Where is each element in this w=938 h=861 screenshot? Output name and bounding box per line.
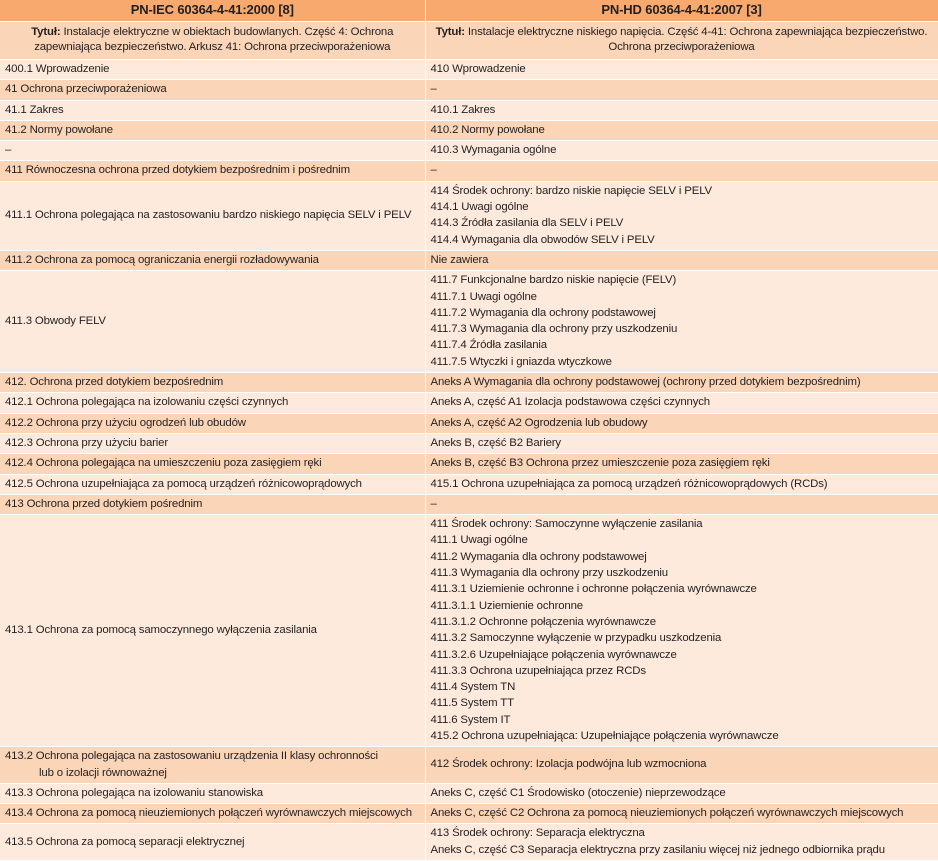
cell-right [425, 393, 938, 413]
table-row [0, 515, 938, 747]
cell-right [425, 100, 938, 120]
cell-line: 41.2 Normy powołane [5, 123, 113, 136]
cell-right [425, 413, 938, 433]
table-row [0, 393, 938, 413]
cell-line: 412.3 Ochrona przy użyciu barier [5, 436, 168, 449]
cell-line: 414 Środek ochrony: bardzo niskie napięcie SELV i PELV [430, 184, 712, 197]
cell-line: 415.2 Ochrona uzupełniająca: Uzupełniające połączenia wyrównawcze [430, 729, 779, 742]
table-row [0, 161, 938, 181]
cell-line: Nie zawiera [430, 253, 489, 266]
cell-line: Aneks C, część C2 Ochrona za pomocą nieuziemionych połączeń wyrównawczych miejscowych [430, 807, 904, 820]
cell-right [425, 271, 938, 373]
cell-line: 413.5 Ochrona za pomocą separacji elektrycznej [5, 835, 245, 848]
table-row [0, 474, 938, 494]
cell-line: 410.1 Zakres [430, 103, 496, 116]
cell-right [425, 80, 938, 100]
cell-left [0, 515, 425, 747]
cell-line: Aneks B, część B2 Bariery [430, 436, 561, 449]
cell-line: 413.1 Ochrona za pomocą samoczynnego wyłączenia zasilania [5, 624, 317, 637]
cell-left [0, 161, 425, 181]
cell-left [0, 747, 425, 784]
cell-line: 411.2 Wymagania dla ochrony podstawowej [430, 550, 647, 563]
cell-line: 411 Równoczesna ochrona przed dotykiem bezpośrednim i pośrednim [5, 164, 350, 177]
cell-line: 411.7 Funkcjonalne bardzo niskie napięcie (FELV) [430, 274, 677, 287]
table-row [0, 100, 938, 120]
table-row [0, 413, 938, 433]
cell-line: 411.3 Obwody FELV [5, 315, 106, 327]
table-row [0, 824, 938, 861]
cell-left [0, 141, 425, 161]
cell-line: Aneks A, część A1 Izolacja podstawowa części czynnych [430, 396, 710, 409]
cell-line: 413.3 Ochrona polegająca na izolowaniu stanowiska [5, 786, 263, 799]
cell-line: 411.7.5 Wtyczki i gniazda wtyczkowe [430, 355, 612, 368]
cell-line: 411 Środek ochrony: Samoczynne wyłączenie zasilania [430, 518, 703, 531]
cell-line: 414.3 Źródła zasilania dla SELV i PELV [430, 217, 624, 230]
cell-left [0, 474, 425, 494]
header-row [0, 0, 938, 22]
cell-left [0, 80, 425, 100]
cell-right [425, 494, 938, 514]
table-row [0, 747, 938, 784]
cell-line: 411.5 System TT [430, 697, 514, 710]
cell-line: 412.2 Ochrona przy użyciu ogrodzeń lub obudów [5, 416, 246, 429]
cell-left [0, 454, 425, 474]
table-row [0, 80, 938, 100]
header-left: PN-IEC 60364-4-41:2000 [8] [0, 0, 425, 22]
cell-line: 412.5 Ochrona uzupełniająca za pomocą urządzeń różnicowoprądowych [5, 477, 362, 490]
title-left [0, 22, 425, 60]
cell-line: 411.3.1.2 Ochronne połączenia wyrównawcze [430, 615, 656, 628]
cell-right [425, 250, 938, 270]
cell-left [0, 271, 425, 373]
cell-line: 414.1 Uwagi ogólne [430, 201, 529, 214]
cell-line: 415.1 Ochrona uzupełniająca za pomocą urządzeń różnicowoprądowych (RCDs) [430, 477, 828, 490]
cell-left [0, 100, 425, 120]
cell-line: 413 Ochrona przed dotykiem pośrednim [5, 497, 203, 510]
cell-left [0, 824, 425, 861]
cell-left [0, 433, 425, 453]
table-row [0, 120, 938, 140]
cell-left [0, 783, 425, 803]
cell-line: 410 Wprowadzenie [430, 63, 526, 75]
cell-line: 411.6 System IT [430, 713, 511, 726]
title-row [0, 22, 938, 60]
cell-line: 411.3.2.6 Uzupełniające połączenia wyrównawcze [430, 648, 677, 661]
table-row [0, 804, 938, 824]
cell-line: 411.3.2 Samoczynne wyłączenie w przypadku uszkodzenia [430, 632, 722, 645]
cell-left [0, 60, 425, 80]
cell-left [0, 250, 425, 270]
cell-line: 411.1 Ochrona polegająca na zastosowaniu bardzo niskiego napięcia SELV i PELV [5, 209, 412, 222]
cell-line: 41.1 Zakres [5, 103, 64, 116]
cell-line: Aneks C, część C1 Środowisko (otoczenie) nieprzewodzące [430, 786, 726, 799]
cell-line: – [5, 144, 12, 157]
cell-line: 41 Ochrona przeciwporażeniowa [5, 83, 167, 96]
cell-left [0, 120, 425, 140]
cell-line: – [430, 497, 437, 510]
cell-right [425, 373, 938, 393]
cell-line: 411.3.1.1 Uziemienie ochronne [430, 599, 583, 612]
header-right: PN-HD 60364-4-41:2007 [3] [425, 0, 938, 22]
title-label-left: Tytuł: [31, 26, 61, 38]
cell-line: 411.3.1 Uziemienie ochronne i ochronne połączenia wyrównawcze [430, 583, 757, 596]
cell-line: lub o izolacji równoważnej [39, 766, 167, 779]
table-row [0, 181, 938, 250]
cell-line: 411.7.2 Wymagania dla ochrony podstawowej [430, 306, 656, 319]
cell-line: 410.2 Normy powołane [430, 123, 545, 136]
cell-line: – [430, 164, 437, 177]
cell-left [0, 373, 425, 393]
table-row [0, 433, 938, 453]
cell-line: 411.2 Ochrona za pomocą ograniczania energii rozładowywania [5, 253, 319, 266]
cell-right [425, 141, 938, 161]
cell-line: Aneks B, część B3 Ochrona przez umieszczenie poza zasięgiem ręki [430, 457, 770, 470]
cell-line: 412.4 Ochrona polegająca na umieszczeniu poza zasięgiem ręki [5, 457, 322, 470]
table-row [0, 373, 938, 393]
cell-line: Aneks C, część C3 Separacja elektryczna przy zasilaniu więcej niż jednego odbiornika prądu [430, 843, 885, 856]
cell-line: – [430, 83, 437, 96]
cell-right [425, 120, 938, 140]
cell-line: 411.3 Wymagania dla ochrony przy uszkodzeniu [430, 567, 668, 580]
cell-line: Aneks A, część A2 Ogrodzenia lub obudowy [430, 416, 648, 429]
title-label-right: Tytuł: [435, 26, 465, 38]
cell-line: 412.1 Ochrona polegająca na izolowaniu części czynnych [5, 396, 289, 409]
cell-line: 413.4 Ochrona za pomocą nieuziemionych połączeń wyrównawczych miejscowych [5, 807, 412, 820]
cell-left [0, 804, 425, 824]
cell-right [425, 181, 938, 250]
cell-right [425, 161, 938, 181]
table-row [0, 271, 938, 373]
cell-line: 412. Ochrona przed dotykiem bezpośrednim [5, 376, 224, 389]
cell-line: 411.7.1 Uwagi ogólne [430, 290, 537, 303]
table-row [0, 250, 938, 270]
cell-right [425, 474, 938, 494]
cell-left [0, 413, 425, 433]
cell-right [425, 747, 938, 784]
cell-left [0, 181, 425, 250]
table-row [0, 60, 938, 80]
cell-left [0, 494, 425, 514]
cell-line: Aneks A Wymagania dla ochrony podstawowej (ochrony przed dotykiem bezpośrednim) [430, 376, 861, 389]
title-left-text: Instalacje elektryczne w obiektach budowlanych. Część 4: Ochrona zapewniająca bezpieczeństwo. Arkusz 41: Ochrona przeciwporażeniowa [34, 26, 394, 53]
title-right [425, 22, 938, 60]
cell-right [425, 454, 938, 474]
cell-line: 411.4 System TN [430, 681, 516, 694]
title-right-text: Instalacje elektryczne niskiego napięcia. Część 4-41: Ochrona zapewniająca bezpieczeństwo. Ochrona przeciwporażeniowa [467, 26, 928, 53]
cell-right [425, 60, 938, 80]
table-row [0, 783, 938, 803]
cell-line: 411.7.4 Źródła zasilania [430, 339, 547, 352]
cell-right [425, 433, 938, 453]
table-row [0, 494, 938, 514]
cell-line: 412 Środek ochrony: Izolacja podwójna lub wzmocniona [430, 758, 707, 771]
cell-line: 413.2 Ochrona polegająca na zastosowaniu urządzenia II klasy ochronności [5, 750, 378, 763]
cell-line: 411.3.3 Ochrona uzupełniająca przez RCDs [430, 664, 646, 677]
cell-right [425, 824, 938, 861]
cell-line: 411.1 Uwagi ogólne [430, 534, 528, 547]
cell-right [425, 804, 938, 824]
table-row [0, 454, 938, 474]
cell-line: 400.1 Wprowadzenie [5, 63, 110, 75]
cell-right [425, 515, 938, 747]
cell-line: 411.7.3 Wymagania dla ochrony przy uszkodzeniu [430, 323, 678, 336]
cell-line: 414.4 Wymagania dla obwodów SELV i PELV [430, 233, 655, 246]
cell-right [425, 783, 938, 803]
cell-line: 410.3 Wymagania ogólne [430, 144, 557, 157]
table-row [0, 141, 938, 161]
cell-line: 413 Środek ochrony: Separacja elektryczna [430, 827, 645, 840]
cell-left [0, 393, 425, 413]
